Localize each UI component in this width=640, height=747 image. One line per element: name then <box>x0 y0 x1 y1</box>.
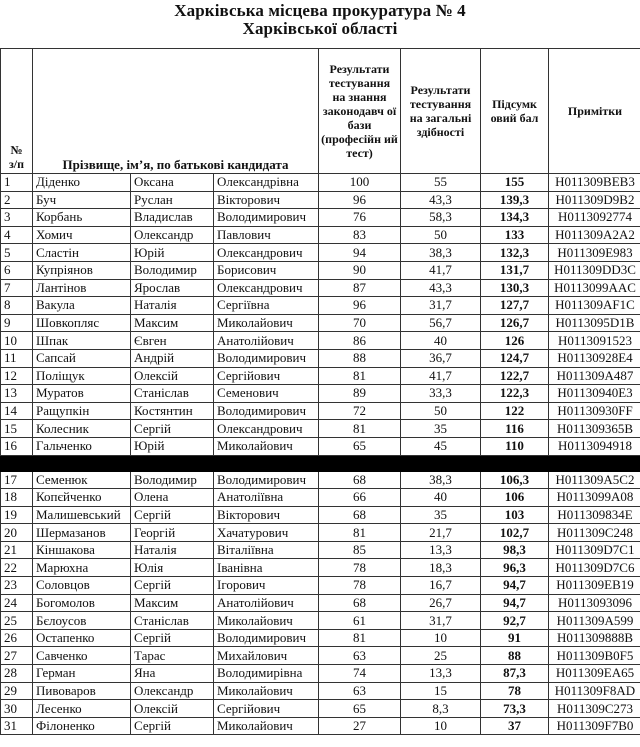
candidate-code: H01130940E3 <box>549 385 640 403</box>
row-number: 28 <box>1 665 33 683</box>
candidate-patronymic: Михайлович <box>214 647 319 665</box>
table-row <box>1 717 640 735</box>
candidate-first-name: Володимир <box>131 471 214 489</box>
total-score: 102,7 <box>481 524 549 542</box>
candidate-surname: Бєлоусов <box>33 612 131 630</box>
general-ability-score: 56,7 <box>401 314 481 332</box>
row-number: 2 <box>1 191 33 209</box>
legislation-test-score: 68 <box>319 471 401 489</box>
table-row <box>1 437 640 455</box>
table-row <box>1 244 640 262</box>
general-ability-score: 8,3 <box>401 700 481 718</box>
candidate-surname: Семенюк <box>33 471 131 489</box>
candidate-first-name: Костянтин <box>131 402 214 420</box>
table-row <box>1 559 640 577</box>
candidate-code: H011309A2A2 <box>549 226 640 244</box>
legislation-test-score: 83 <box>319 226 401 244</box>
candidate-patronymic: Віталіївна <box>214 541 319 559</box>
general-ability-score: 41,7 <box>401 261 481 279</box>
candidate-code: H01130930FF <box>549 402 640 420</box>
candidate-code: H0113099AAC <box>549 279 640 297</box>
legislation-test-score: 88 <box>319 349 401 367</box>
candidate-surname: Діденко <box>33 174 131 192</box>
row-number: 31 <box>1 717 33 735</box>
row-number: 21 <box>1 541 33 559</box>
candidate-patronymic: Миколайович <box>214 612 319 630</box>
legislation-test-score: 85 <box>319 541 401 559</box>
total-score: 122,7 <box>481 367 549 385</box>
row-number: 13 <box>1 385 33 403</box>
row-number: 7 <box>1 279 33 297</box>
candidate-patronymic: Вікторович <box>214 191 319 209</box>
row-number: 4 <box>1 226 33 244</box>
total-score: 98,3 <box>481 541 549 559</box>
general-ability-score: 36,7 <box>401 349 481 367</box>
legislation-test-score: 100 <box>319 174 401 192</box>
candidate-surname: Буч <box>33 191 131 209</box>
total-score: 155 <box>481 174 549 192</box>
candidate-surname: Лесенко <box>33 700 131 718</box>
candidate-code: H011309F8AD <box>549 682 640 700</box>
row-number: 5 <box>1 244 33 262</box>
general-ability-score: 50 <box>401 402 481 420</box>
table-row <box>1 279 640 297</box>
candidate-code: H011309A5C2 <box>549 471 640 489</box>
candidate-surname: Вакула <box>33 297 131 315</box>
general-ability-score: 55 <box>401 174 481 192</box>
candidate-surname: Хомич <box>33 226 131 244</box>
candidate-patronymic: Володимирович <box>214 402 319 420</box>
candidate-first-name: Станіслав <box>131 612 214 630</box>
candidate-code: H011309AF1C <box>549 297 640 315</box>
candidate-first-name: Максим <box>131 314 214 332</box>
candidate-code: H0113093096 <box>549 594 640 612</box>
candidate-patronymic: Хачатурович <box>214 524 319 542</box>
general-ability-score: 41,7 <box>401 367 481 385</box>
candidate-patronymic: Іванівна <box>214 559 319 577</box>
row-number: 11 <box>1 349 33 367</box>
table-row <box>1 402 640 420</box>
general-ability-score: 26,7 <box>401 594 481 612</box>
candidate-surname: Корбань <box>33 209 131 227</box>
candidate-first-name: Олексій <box>131 367 214 385</box>
candidate-surname: Марюхна <box>33 559 131 577</box>
candidate-surname: Герман <box>33 665 131 683</box>
total-score: 139,3 <box>481 191 549 209</box>
row-number: 19 <box>1 506 33 524</box>
legislation-test-score: 27 <box>319 717 401 735</box>
row-number: 20 <box>1 524 33 542</box>
table-row <box>1 349 640 367</box>
header-number-sign: № <box>10 143 23 157</box>
general-ability-score: 18,3 <box>401 559 481 577</box>
total-score: 87,3 <box>481 665 549 683</box>
candidate-code: H011309DD3C <box>549 261 640 279</box>
total-score: 131,7 <box>481 261 549 279</box>
table-row <box>1 594 640 612</box>
legislation-test-score: 68 <box>319 594 401 612</box>
legislation-test-score: 72 <box>319 402 401 420</box>
legislation-test-score: 76 <box>319 209 401 227</box>
legislation-test-score: 90 <box>319 261 401 279</box>
table-row <box>1 471 640 489</box>
candidate-surname: Ращупкін <box>33 402 131 420</box>
total-score: 37 <box>481 717 549 735</box>
rows-after-redaction <box>1 471 640 735</box>
total-score: 106 <box>481 489 549 507</box>
candidate-code: H011309EA65 <box>549 665 640 683</box>
row-number: 10 <box>1 332 33 350</box>
general-ability-score: 38,3 <box>401 471 481 489</box>
candidate-code: H0113099A08 <box>549 489 640 507</box>
header-number-label: з/п <box>8 157 25 171</box>
total-score: 88 <box>481 647 549 665</box>
row-number: 12 <box>1 367 33 385</box>
candidate-surname: Богомолов <box>33 594 131 612</box>
candidate-code: H0113094918 <box>549 437 640 455</box>
candidate-first-name: Сергій <box>131 629 214 647</box>
general-ability-score: 10 <box>401 629 481 647</box>
candidate-surname: Малишевський <box>33 506 131 524</box>
row-number: 6 <box>1 261 33 279</box>
general-ability-score: 40 <box>401 489 481 507</box>
candidate-surname: Сластін <box>33 244 131 262</box>
header-total-score: Підсумк овий бал <box>481 49 549 174</box>
row-number: 22 <box>1 559 33 577</box>
total-score: 73,3 <box>481 700 549 718</box>
candidate-patronymic: Сергіївна <box>214 297 319 315</box>
total-score: 94,7 <box>481 594 549 612</box>
candidate-patronymic: Ігорович <box>214 577 319 595</box>
document-title: Харківська місцева прокуратура № 4 <box>174 1 466 20</box>
general-ability-score: 35 <box>401 506 481 524</box>
total-score: 103 <box>481 506 549 524</box>
legislation-test-score: 70 <box>319 314 401 332</box>
total-score: 126,7 <box>481 314 549 332</box>
total-score: 127,7 <box>481 297 549 315</box>
row-number: 18 <box>1 489 33 507</box>
table-row <box>1 489 640 507</box>
total-score: 133 <box>481 226 549 244</box>
candidate-first-name: Олександр <box>131 682 214 700</box>
candidate-code: H011309C273 <box>549 700 640 718</box>
legislation-test-score: 81 <box>319 524 401 542</box>
general-ability-score: 43,3 <box>401 191 481 209</box>
candidate-patronymic: Семенович <box>214 385 319 403</box>
candidate-patronymic: Анатолійович <box>214 594 319 612</box>
table-row <box>1 420 640 438</box>
row-number: 17 <box>1 471 33 489</box>
legislation-test-score: 81 <box>319 629 401 647</box>
row-number: 30 <box>1 700 33 718</box>
general-ability-score: 13,3 <box>401 541 481 559</box>
redaction-section <box>1 455 640 471</box>
candidate-first-name: Сергій <box>131 717 214 735</box>
candidate-patronymic: Володимирович <box>214 209 319 227</box>
candidate-patronymic: Сергійович <box>214 700 319 718</box>
legislation-test-score: 89 <box>319 385 401 403</box>
candidate-first-name: Яна <box>131 665 214 683</box>
candidate-code: H011309365B <box>549 420 640 438</box>
legislation-test-score: 87 <box>319 279 401 297</box>
row-number: 25 <box>1 612 33 630</box>
candidate-surname: Лантінов <box>33 279 131 297</box>
candidate-code: H011309834E <box>549 506 640 524</box>
general-ability-score: 58,3 <box>401 209 481 227</box>
table-row <box>1 612 640 630</box>
row-number: 8 <box>1 297 33 315</box>
total-score: 96,3 <box>481 559 549 577</box>
candidate-first-name: Георгій <box>131 524 214 542</box>
legislation-test-score: 65 <box>319 437 401 455</box>
general-ability-score: 15 <box>401 682 481 700</box>
candidate-first-name: Руслан <box>131 191 214 209</box>
legislation-test-score: 63 <box>319 682 401 700</box>
candidate-surname: Пивоваров <box>33 682 131 700</box>
candidate-surname: Муратов <box>33 385 131 403</box>
candidate-first-name: Олексій <box>131 700 214 718</box>
total-score: 92,7 <box>481 612 549 630</box>
candidate-code: H011309F7B0 <box>549 717 640 735</box>
header-row <box>1 49 640 174</box>
row-number: 1 <box>1 174 33 192</box>
total-score: 94,7 <box>481 577 549 595</box>
table-row <box>1 385 640 403</box>
legislation-test-score: 63 <box>319 647 401 665</box>
table-row <box>1 191 640 209</box>
candidate-code: H011309BEB3 <box>549 174 640 192</box>
row-number: 23 <box>1 577 33 595</box>
candidate-first-name: Владислав <box>131 209 214 227</box>
table-row <box>1 700 640 718</box>
candidate-patronymic: Миколайович <box>214 682 319 700</box>
general-ability-score: 35 <box>401 420 481 438</box>
table-row <box>1 541 640 559</box>
header-general-ability-test: Результати тестування на загальні здібності <box>401 49 481 174</box>
table-row <box>1 629 640 647</box>
candidate-code: H011309E983 <box>549 244 640 262</box>
results-table <box>0 48 640 735</box>
general-ability-score: 31,7 <box>401 297 481 315</box>
total-score: 91 <box>481 629 549 647</box>
general-ability-score: 43,3 <box>401 279 481 297</box>
candidate-first-name: Юрій <box>131 437 214 455</box>
legislation-test-score: 65 <box>319 700 401 718</box>
row-number: 27 <box>1 647 33 665</box>
candidate-patronymic: Володимирович <box>214 629 319 647</box>
candidate-code: H011309C248 <box>549 524 640 542</box>
legislation-test-score: 81 <box>319 420 401 438</box>
row-number: 16 <box>1 437 33 455</box>
candidate-first-name: Юлія <box>131 559 214 577</box>
candidate-surname: Поліщук <box>33 367 131 385</box>
candidate-code: H0113092774 <box>549 209 640 227</box>
rows-before-redaction <box>1 174 640 456</box>
candidate-code: H01130928E4 <box>549 349 640 367</box>
document-subtitle: Харківської області <box>242 19 398 38</box>
row-number: 26 <box>1 629 33 647</box>
candidate-code: H011309D7C6 <box>549 559 640 577</box>
candidate-code: H011309D9B2 <box>549 191 640 209</box>
general-ability-score: 33,3 <box>401 385 481 403</box>
candidate-surname: Шермазанов <box>33 524 131 542</box>
header-full-name: Прізвище, ім’я, по батькові кандидата <box>33 49 319 174</box>
candidate-patronymic: Анатоліївна <box>214 489 319 507</box>
candidate-first-name: Максим <box>131 594 214 612</box>
candidate-first-name: Станіслав <box>131 385 214 403</box>
candidate-patronymic: Миколайович <box>214 437 319 455</box>
candidate-code: H011309B0F5 <box>549 647 640 665</box>
general-ability-score: 38,3 <box>401 244 481 262</box>
candidate-first-name: Оксана <box>131 174 214 192</box>
redaction-bar <box>1 455 640 471</box>
candidate-code: H011309A599 <box>549 612 640 630</box>
table-row <box>1 297 640 315</box>
general-ability-score: 40 <box>401 332 481 350</box>
candidate-patronymic: Олександрович <box>214 420 319 438</box>
candidate-patronymic: Вікторович <box>214 506 319 524</box>
table-row <box>1 332 640 350</box>
general-ability-score: 25 <box>401 647 481 665</box>
candidate-first-name: Олександр <box>131 226 214 244</box>
legislation-test-score: 81 <box>319 367 401 385</box>
header-number <box>1 49 33 174</box>
legislation-test-score: 96 <box>319 297 401 315</box>
candidate-first-name: Андрій <box>131 349 214 367</box>
table-row <box>1 577 640 595</box>
table-row <box>1 647 640 665</box>
legislation-test-score: 61 <box>319 612 401 630</box>
total-score: 130,3 <box>481 279 549 297</box>
candidate-patronymic: Миколайович <box>214 314 319 332</box>
candidate-first-name: Тарас <box>131 647 214 665</box>
legislation-test-score: 66 <box>319 489 401 507</box>
general-ability-score: 21,7 <box>401 524 481 542</box>
total-score: 106,3 <box>481 471 549 489</box>
row-number: 9 <box>1 314 33 332</box>
candidate-patronymic: Анатолійович <box>214 332 319 350</box>
candidate-code: H0113091523 <box>549 332 640 350</box>
candidate-surname: Остапенко <box>33 629 131 647</box>
candidate-surname: Сапсай <box>33 349 131 367</box>
candidate-code: H011309888B <box>549 629 640 647</box>
row-number: 24 <box>1 594 33 612</box>
total-score: 122,3 <box>481 385 549 403</box>
candidate-code: H011309EB19 <box>549 577 640 595</box>
table-row <box>1 367 640 385</box>
candidate-surname: Шовкопляс <box>33 314 131 332</box>
candidate-patronymic: Борисович <box>214 261 319 279</box>
total-score: 134,3 <box>481 209 549 227</box>
legislation-test-score: 74 <box>319 665 401 683</box>
candidate-surname: Кіншакова <box>33 541 131 559</box>
candidate-code: H011309D7C1 <box>549 541 640 559</box>
candidate-patronymic: Олександрович <box>214 244 319 262</box>
legislation-test-score: 96 <box>319 191 401 209</box>
candidate-patronymic: Миколайович <box>214 717 319 735</box>
table-row <box>1 524 640 542</box>
total-score: 110 <box>481 437 549 455</box>
table-row <box>1 506 640 524</box>
total-score: 132,3 <box>481 244 549 262</box>
header-notes: Примітки <box>549 49 640 174</box>
total-score: 78 <box>481 682 549 700</box>
redacted-row <box>1 455 640 471</box>
candidate-patronymic: Олександрович <box>214 279 319 297</box>
legislation-test-score: 68 <box>319 506 401 524</box>
general-ability-score: 50 <box>401 226 481 244</box>
general-ability-score: 31,7 <box>401 612 481 630</box>
candidate-first-name: Юрій <box>131 244 214 262</box>
total-score: 116 <box>481 420 549 438</box>
candidate-surname: Колесник <box>33 420 131 438</box>
header-legislation-test: Результати тестування на знання законодавч ої бази (професійн ий тест) <box>319 49 401 174</box>
table-row <box>1 174 640 192</box>
general-ability-score: 10 <box>401 717 481 735</box>
legislation-test-score: 78 <box>319 559 401 577</box>
total-score: 122 <box>481 402 549 420</box>
row-number: 29 <box>1 682 33 700</box>
candidate-code: H0113095D1B <box>549 314 640 332</box>
legislation-test-score: 94 <box>319 244 401 262</box>
table-row <box>1 314 640 332</box>
table-row <box>1 261 640 279</box>
candidate-patronymic: Володимирівна <box>214 665 319 683</box>
total-score: 124,7 <box>481 349 549 367</box>
general-ability-score: 13,3 <box>401 665 481 683</box>
table-row <box>1 682 640 700</box>
candidate-surname: Філоненко <box>33 717 131 735</box>
candidate-code: H011309A487 <box>549 367 640 385</box>
general-ability-score: 16,7 <box>401 577 481 595</box>
candidate-first-name: Сергій <box>131 577 214 595</box>
candidate-surname: Гальченко <box>33 437 131 455</box>
candidate-first-name: Наталія <box>131 541 214 559</box>
candidate-patronymic: Павлович <box>214 226 319 244</box>
candidate-surname: Копєйченко <box>33 489 131 507</box>
legislation-test-score: 86 <box>319 332 401 350</box>
candidate-surname: Купріянов <box>33 261 131 279</box>
candidate-first-name: Сергій <box>131 506 214 524</box>
candidate-first-name: Наталія <box>131 297 214 315</box>
candidate-first-name: Володимир <box>131 261 214 279</box>
row-number: 15 <box>1 420 33 438</box>
total-score: 126 <box>481 332 549 350</box>
candidate-surname: Савченко <box>33 647 131 665</box>
candidate-first-name: Євген <box>131 332 214 350</box>
candidate-first-name: Олена <box>131 489 214 507</box>
row-number: 3 <box>1 209 33 227</box>
table-row <box>1 226 640 244</box>
general-ability-score: 45 <box>401 437 481 455</box>
legislation-test-score: 78 <box>319 577 401 595</box>
table-row <box>1 665 640 683</box>
candidate-patronymic: Сергійович <box>214 367 319 385</box>
table-row <box>1 209 640 227</box>
row-number: 14 <box>1 402 33 420</box>
candidate-patronymic: Володимирович <box>214 349 319 367</box>
candidate-surname: Шпак <box>33 332 131 350</box>
candidate-surname: Соловцов <box>33 577 131 595</box>
candidate-first-name: Сергій <box>131 420 214 438</box>
candidate-patronymic: Володимирович <box>214 471 319 489</box>
candidate-patronymic: Олександрівна <box>214 174 319 192</box>
candidate-first-name: Ярослав <box>131 279 214 297</box>
